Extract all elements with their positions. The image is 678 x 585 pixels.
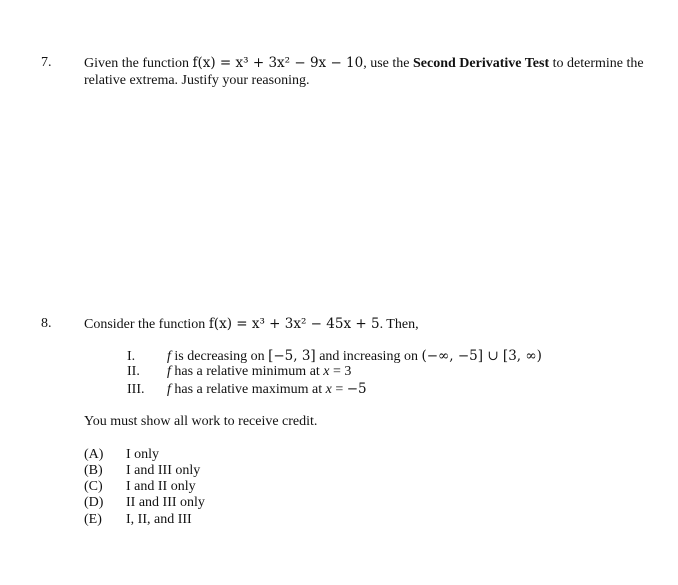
choice-text: I and III only — [126, 463, 201, 478]
statement-eq: = — [331, 382, 347, 397]
choice-text: II and III only — [126, 495, 205, 510]
choice-letter: (B) — [84, 463, 103, 478]
statement-eq: = 3 — [329, 364, 352, 379]
statement-math: [−5, 3] — [268, 348, 316, 364]
q8-statement-2 — [127, 364, 351, 380]
choice-letter: (D) — [84, 495, 104, 510]
q8-function: f(x) = x³ + 3x² − 45x + 5 — [208, 316, 380, 332]
statement-numeral: I. — [127, 349, 136, 364]
statement-numeral: III. — [127, 382, 145, 397]
statement-text2: and increasing on — [315, 349, 422, 364]
choice-text: I and II only — [126, 479, 196, 494]
statement-f: f — [167, 382, 171, 397]
choice-a — [84, 447, 159, 463]
choice-c — [84, 479, 196, 495]
choice-letter: (C) — [84, 479, 103, 494]
choice-d — [84, 495, 205, 511]
q8-statement-1 — [127, 348, 542, 365]
q8-statement-3 — [127, 381, 367, 398]
statement-text: has a relative minimum at — [170, 364, 324, 379]
statement-math2: (−∞, −5] ∪ [3, ∞) — [421, 348, 542, 364]
statement-text: is decreasing on — [170, 349, 269, 364]
q8-line1 — [84, 316, 419, 333]
statement-var: x — [323, 364, 330, 379]
statement-var: x — [325, 382, 332, 397]
choice-b — [84, 463, 200, 479]
q7-number: 7. — [41, 55, 52, 70]
q7-line2: relative extrema. Justify your reasoning. — [84, 73, 310, 88]
statement-numeral: II. — [127, 364, 140, 379]
q7-function: f(x) = x³ + 3x² − 9x − 10 — [192, 55, 364, 71]
statement-f: f — [167, 349, 171, 364]
statement-math: −5 — [346, 381, 367, 397]
q7-bold-term: Second Derivative Test — [413, 56, 550, 71]
q8-number: 8. — [41, 316, 52, 331]
choice-text: I only — [126, 447, 160, 462]
statement-text: has a relative maximum at — [170, 382, 326, 397]
q7-text-before: Given the function — [84, 56, 193, 71]
choice-letter: (A) — [84, 447, 104, 462]
statement-f: f — [167, 364, 171, 379]
q7-text-after: , use the — [363, 56, 413, 71]
choice-text: I, II, and III — [126, 512, 192, 527]
q7-line1 — [84, 55, 644, 72]
q7-text-after-bold: to determine the — [549, 56, 644, 71]
choice-letter: (E) — [84, 512, 102, 527]
q8-text-before: Consider the function — [84, 317, 209, 332]
choice-e — [84, 512, 192, 528]
q8-text-after: . Then, — [379, 317, 419, 332]
q8-instruction: You must show all work to receive credit. — [84, 414, 318, 429]
